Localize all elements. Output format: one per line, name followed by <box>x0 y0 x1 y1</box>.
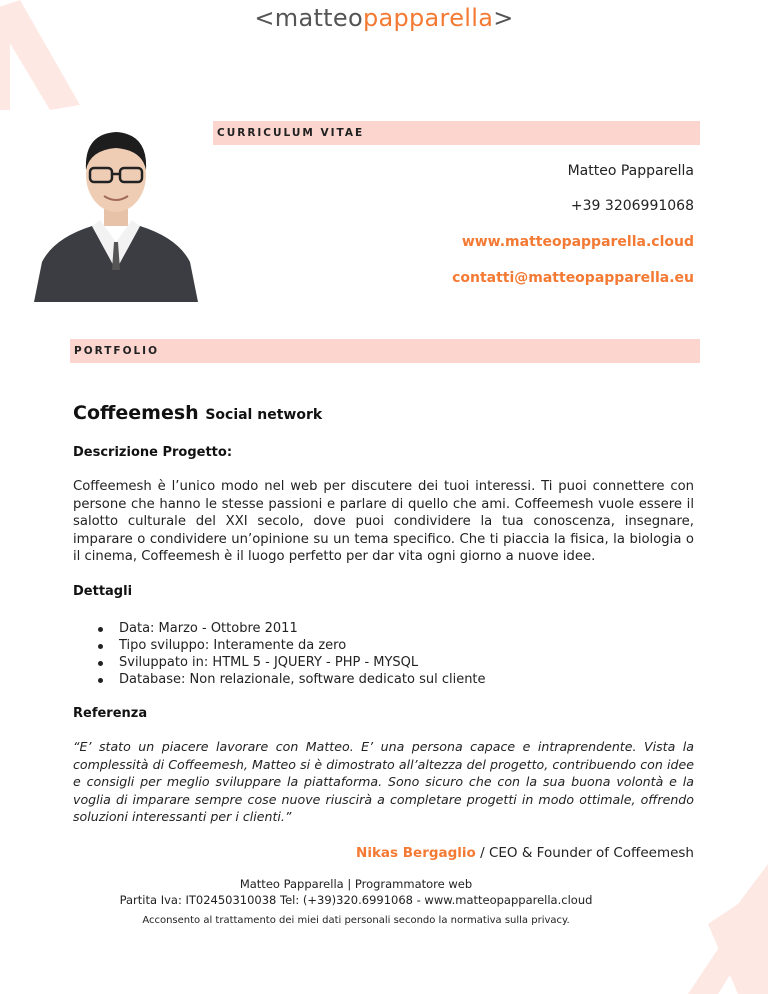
project-description: Coffeemesh è l’unico modo nel web per discutere dei tuoi interessi. Ti puoi connettere con persone che hanno le stesse passioni e parlare di quello che ami. Coffeemesh vuole essere il salotto culturale del XXI secolo, dove puoi condividere la tua conoscenza, insegnare, imparare o condividere un’opinione su un tema specifico. Che ti piaccia la fisica, la biologia o il cinema, Coffeemesh è il luogo perfetto per dar vita ogni giorno a nuove idee. <box>73 479 694 564</box>
details-heading: Dettagli <box>73 584 133 599</box>
reference-quote: “E’ stato un piacere lavorare con Matteo. E’ una persona capace e intraprendente. Vista la complessità di Coffeemesh, Matteo si è dimostrato all’altezza del progetto, contribuendo con idee e consigli per meglio sviluppare la piattaforma. Sono sicuro che con la sua buona volontà e la voglia di imparare sempre cose nuove riuscirà a completare progetti in modo ottimale, offrendo soluzioni interessanti per i clienti.” <box>73 739 694 824</box>
footer-line-1: Matteo Papparella | Programmatore web <box>239 877 473 891</box>
description-heading: Descrizione Progetto: <box>73 445 233 460</box>
details-list <box>98 620 486 688</box>
project-name: Coffeemesh <box>73 402 199 424</box>
list-item: Tipo sviluppo: Interamente da zero <box>98 637 486 654</box>
project-title <box>73 402 322 424</box>
list-item: Database: Non relazionale, software dedicato sul cliente <box>98 671 486 688</box>
profile-photo <box>34 120 198 302</box>
site-logo <box>0 4 768 32</box>
contact-phone[interactable]: +39 3206991068 <box>570 198 694 214</box>
reference-signature <box>356 845 694 861</box>
reference-heading: Referenza <box>73 706 148 721</box>
logo-suffix: > <box>493 4 514 32</box>
referee-role: / CEO & Founder of Coffeemesh <box>475 845 694 861</box>
footer-privacy: Acconsento al trattamento dei miei dati personali secondo la normativa sulla privacy. <box>142 915 570 926</box>
logo-prefix: <matteo <box>254 4 363 32</box>
referee-name: Nikas Bergaglio <box>356 845 476 861</box>
list-item: Sviluppato in: HTML 5 - JQUERY - PHP - MYSQL <box>98 654 486 671</box>
website-link[interactable]: www.matteopapparella.cloud <box>461 234 694 250</box>
list-item: Data: Marzo - Ottobre 2011 <box>98 620 486 637</box>
contact-name: Matteo Papparella <box>567 163 694 179</box>
project-subtitle: Social network <box>205 407 323 423</box>
portfolio-header: PORTFOLIO <box>70 339 700 363</box>
footer-line-2: Partita Iva: IT02450310038 Tel: (+39)320.6991068 - www.matteopapparella.cloud <box>119 893 593 907</box>
email-link[interactable]: contatti@matteopapparella.eu <box>452 270 694 286</box>
logo-accent: papparella <box>362 4 494 32</box>
cv-header: CURRICULUM VITAE <box>213 121 700 145</box>
